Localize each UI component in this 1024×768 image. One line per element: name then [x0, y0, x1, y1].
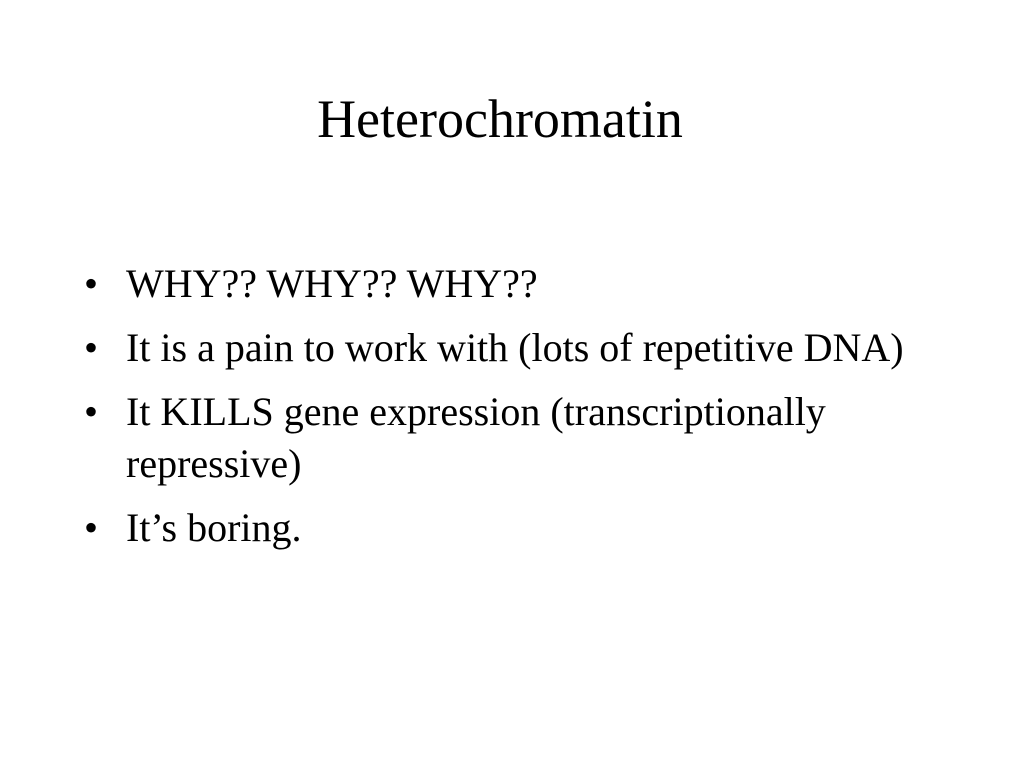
bullet-list — [84, 258, 944, 566]
bullet-marker: • — [84, 325, 99, 370]
bullet-item — [84, 258, 944, 310]
bullet-text: WHY?? WHY?? WHY?? — [126, 261, 538, 306]
slide-title: Heterochromatin — [317, 89, 683, 149]
bullet-text: It KILLS gene expression (transcriptionally repressive) — [126, 389, 826, 486]
bullet-marker: • — [84, 389, 99, 434]
bullet-marker: • — [84, 505, 99, 550]
bullet-item — [84, 386, 944, 490]
bullet-text: It is a pain to work with (lots of repetitive DNA) — [126, 325, 904, 370]
bullet-item — [84, 502, 944, 554]
bullet-marker: • — [84, 261, 99, 306]
bullet-text: It’s boring. — [126, 505, 302, 550]
bullet-item — [84, 322, 944, 374]
